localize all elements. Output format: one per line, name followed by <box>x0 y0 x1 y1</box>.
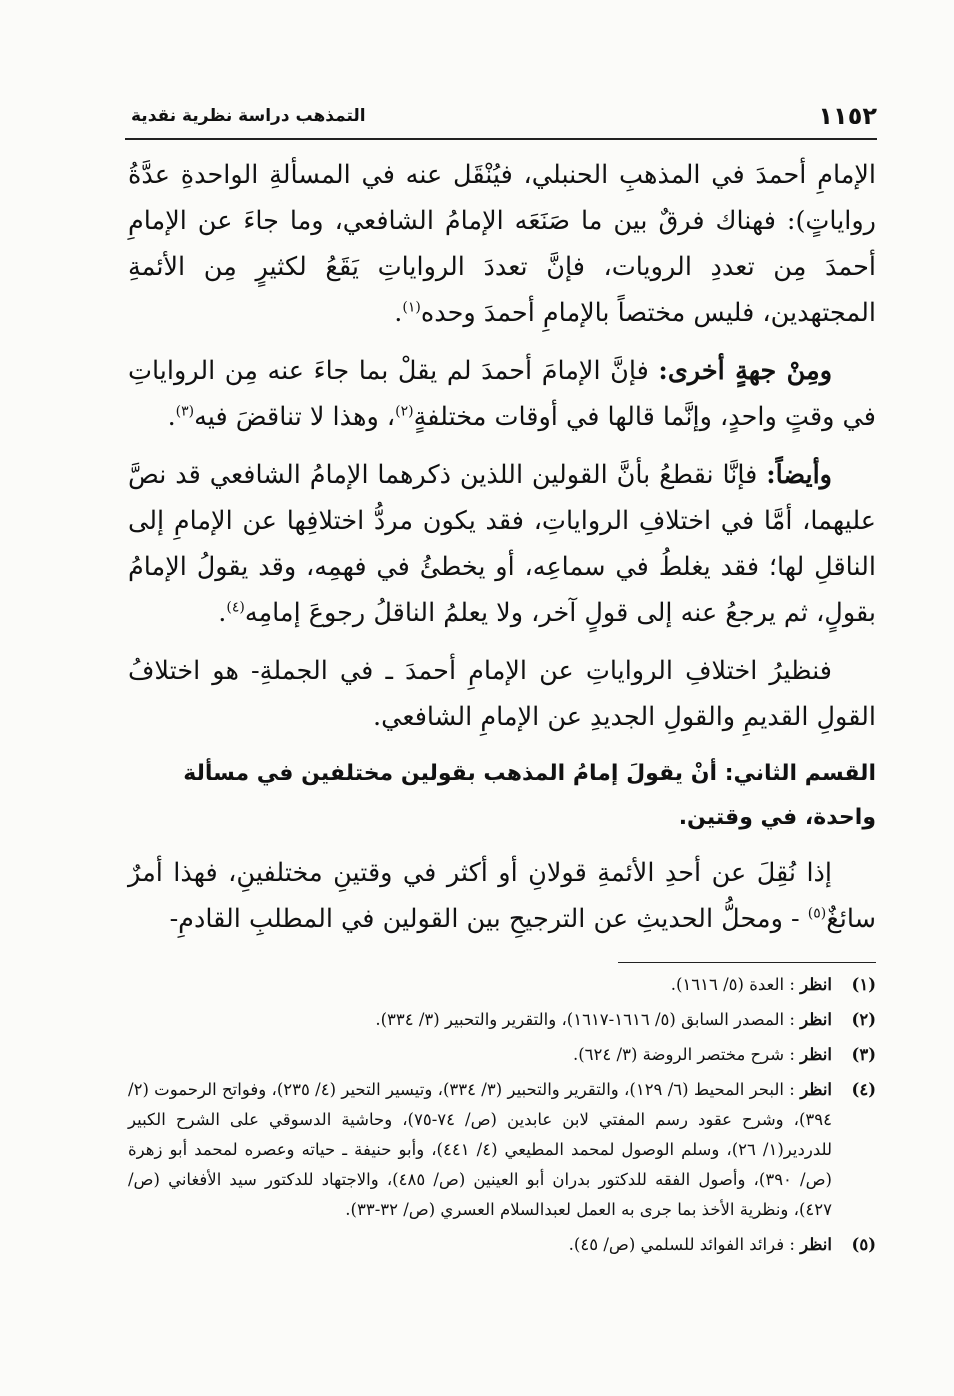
paragraph-4 <box>128 648 876 740</box>
paragraph-lead: ومِنْ جهةٍ أخرى: <box>658 356 833 386</box>
footnote-keyword: انظر <box>800 1045 832 1064</box>
footnote-keyword: انظر <box>800 1010 832 1029</box>
footnote-ref: (٢) <box>395 403 414 420</box>
footnote-keyword: انظر <box>800 975 832 994</box>
section-heading: القسم الثاني: أنْ يقولَ إمامُ المذهب بقولين مختلفين في مسألة واحدة، في وقتين. <box>183 761 876 830</box>
paragraph-1 <box>128 152 876 336</box>
paragraph-lead: وأيضاً: <box>766 460 832 490</box>
paragraph-text: الإمامِ أحمدَ في المذهبِ الحنبلي، فيُنْقَل عنه في المسألةِ الواحدةِ عدَّةُ رواياتٍ): فهناك فرقٌ بين ما صَنَعَه الإمامُ الشافعي، وما جاءَ عن الإمامِ أحمدَ مِن تعددِ الرويات، فإنَّ تعددَ الرواياتِ يَقَعُ لكثيرٍ مِن الأئمةِ المجتهدين، فليس مختصاً بالإمامِ أحمدَ وحده <box>128 160 876 328</box>
paragraph-text: - ومحلُّ الحديثِ عن الترجيحِ بين القولين في المطلبِ القادمِ- <box>169 904 808 934</box>
paragraph-text: إذا نُقِلَ عن أحدِ الأئمةِ قولانِ أو أكثر في وقتينِ مختلفينِ، فهذا أمرٌ سائغٌ <box>128 858 876 934</box>
footnote-body: : المصدر السابق (٥/ ١٦١٦-١٦١٧)، والتقرير والتحبير (٣/ ٣٣٤). <box>375 1010 795 1029</box>
footnote-keyword: انظر <box>800 1080 833 1099</box>
paragraph-2 <box>128 348 876 440</box>
footnote-ref: (٤) <box>226 599 245 616</box>
footnote-text <box>128 970 832 1000</box>
footnote-ref: (٥) <box>807 905 827 922</box>
paragraph-text: ، وهذا لا تناقضَ فيه <box>194 402 396 432</box>
footnote-number: (٣) <box>851 1045 876 1064</box>
footnote-5 <box>128 1230 876 1260</box>
footnote-text <box>128 1075 832 1225</box>
footnote-number: (٢) <box>851 1010 876 1029</box>
footnote-ref: (١) <box>402 299 421 316</box>
footnote-3 <box>128 1040 876 1070</box>
footnote-keyword: انظر <box>800 1235 832 1254</box>
footnote-text <box>128 1230 832 1260</box>
footnote-body: : شرح مختصر الروضة (٣/ ٦٢٤). <box>572 1045 795 1064</box>
running-title: التمذهب دراسة نظرية نقدية <box>131 106 366 126</box>
footnote-2 <box>128 1005 876 1035</box>
page-number: ١١٥٢ <box>818 102 877 130</box>
footnote-number: (١) <box>851 975 876 994</box>
main-text <box>128 152 876 954</box>
punctuation: . <box>167 402 176 432</box>
footnote-divider <box>618 962 876 963</box>
paragraph-text: فإنَّ الإمامَ أحمدَ لم يقلْ بما جاءَ عنه مِن الرواياتِ في وقتٍ واحدٍ، وإنَّما قالها في أوقات مختلفةٍ <box>128 356 876 432</box>
paragraph-text: فنظيرُ اختلافِ الرواياتِ عن الإمامِ أحمدَ ـ في الجملةِ- هو اختلافُ القولِ القديمِ والقولِ الجديدِ عن الإمامِ الشافعي. <box>128 656 876 732</box>
footnote-text <box>128 1005 832 1035</box>
page-header <box>125 98 877 140</box>
paragraph-3 <box>128 452 876 636</box>
punctuation: . <box>218 598 227 628</box>
footnotes <box>128 970 876 1265</box>
punctuation: . <box>394 298 403 328</box>
paragraph-5 <box>128 850 876 942</box>
footnote-body: : فرائد الفوائد للسلمي (ص/ ٤٥). <box>568 1235 795 1254</box>
footnote-body: : العدة (٥/ ١٦١٦). <box>670 975 795 994</box>
footnote-ref: (٣) <box>175 403 195 420</box>
footnote-text <box>128 1040 832 1070</box>
footnote-number: (٥) <box>851 1235 876 1254</box>
footnote-body: : البحر المحيط (٦/ ١٢٩)، والتقرير والتحبير (٣/ ٣٣٤)، وتيسير التحير (٤/ ٢٣٥)، وفواتح الرحموت (٢/ ٣٩٤)، وشرح عقود رسم المفتي لابن عابدين (ص/ ٧٤-٧٥)، وحاشية الدسوقي على الشرح الكبير للدردير(١/ ٢٦)، وسلم الوصول لمحمد المطيعي (٤/ ٤٤١)، وأبو حنيفة ـ حياته وعصره لمحمد أبو زهرة (ص/ ٣٩٠)، وأصول الفقه للدكتور بدران أبو العينين (ص/ ٤٨٥)، والاجتهاد للدكتور سيد الأفغاني (ص/ ٤٢٧)، ونظرية الأخذ بما جرى به العمل لعبدالسلام العسري (ص/ ٣٢-٣٣). <box>128 1080 832 1219</box>
footnote-number: (٤) <box>851 1080 876 1099</box>
footnote-4 <box>128 1075 876 1225</box>
footnote-1 <box>128 970 876 1000</box>
paragraph-text: فإنَّا نقطعُ بأنَّ القولين اللذين ذكرهما الإمامُ الشافعي قد نصَّ عليهما، أمَّا في اختلافِ الرواياتِ، فقد يكون مردُّ اختلافِها عن الإمامِ إلى الناقلِ لها؛ فقد يغلطُ في سماعِه، أو يخطئُ في فهمِه، وقد يقولُ الإمامُ بقولٍ، ثم يرجعُ عنه إلى قولٍ آخر، ولا يعلمُ الناقلُ رجوعَ إمامِه <box>128 460 876 628</box>
